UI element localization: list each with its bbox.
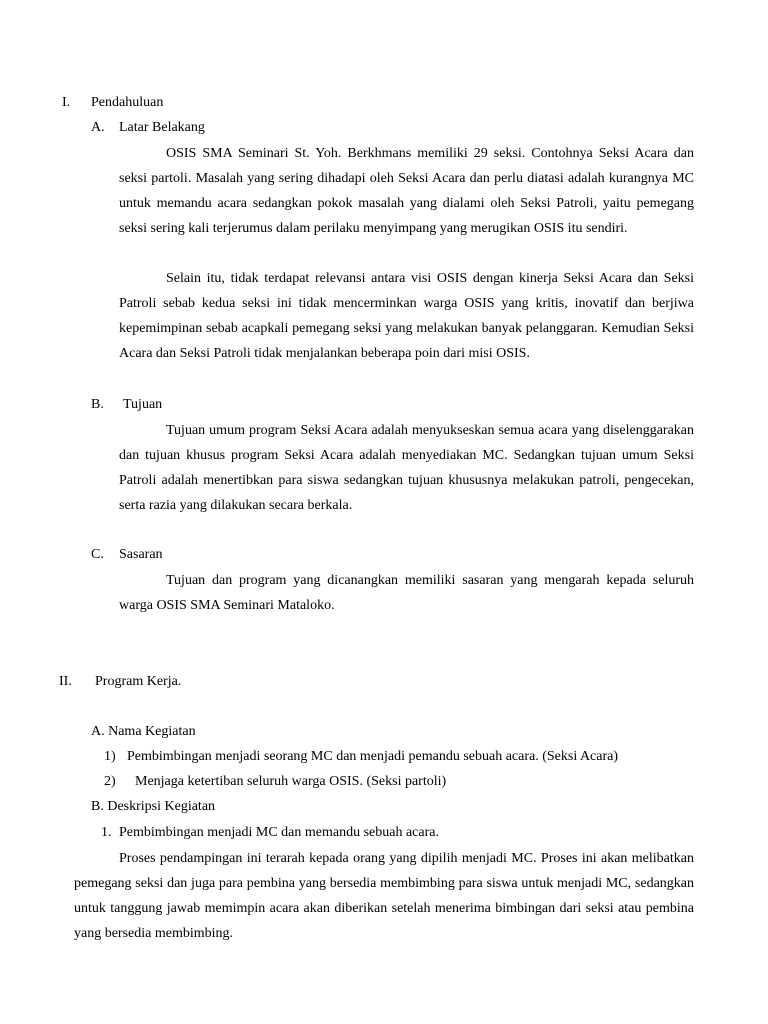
sasaran-paragraph: Tujuan dan program yang dicanangkan memiliki sasaran yang mengarah kepada seluruh warga OSIS SMA Seminari Mataloko. <box>119 573 694 613</box>
subsection-b-title: Tujuan <box>123 397 163 412</box>
deskripsi-kegiatan-heading: B. Deskripsi Kegiatan <box>91 799 216 814</box>
section-2-numeral: II. <box>59 674 72 689</box>
subsection-b-letter: B. <box>91 397 104 412</box>
section-2-title: Program Kerja. <box>95 674 182 689</box>
nama-kegiatan-heading: A. Nama Kegiatan <box>91 724 196 739</box>
subsection-c-letter: C. <box>91 547 104 562</box>
section-1-numeral: I. <box>62 95 71 110</box>
section-1-title: Pendahuluan <box>91 95 164 110</box>
tujuan-paragraph: Tujuan umum program Seksi Acara adalah menyukseskan semua acara yang diselenggarakan dan tujuan khusus program Seksi Acara adalah menyediakan MC. Sedangkan tujuan umum Seksi Patroli adalah menertibkan para siswa sedangkan tujuan khususnya melakukan patroli, pengecekan, serta razia yang dilakukan secara berkala. <box>119 423 694 513</box>
kegiatan-item-2-number: 2) <box>104 774 116 789</box>
subsection-a-letter: A. <box>91 120 105 135</box>
deskripsi-item-1-number: 1. <box>101 825 112 840</box>
latar-belakang-paragraph-2: Selain itu, tidak terdapat relevansi antara visi OSIS dengan kinerja Seksi Acara dan Seksi Patroli sebab kedua seksi ini tidak mencerminkan warga OSIS yang kritis, inovatif dan berjiwa kepemimpinan sebab acapkali pemegang seksi yang melakukan banyak pelanggaran. Kemudian Seksi Acara dan Seksi Patroli tidak menjalankan beberapa poin dari misi OSIS. <box>119 271 694 361</box>
kegiatan-item-1-text: Pembimbingan menjadi seorang MC dan menjadi pemandu sebuah acara. (Seksi Acara) <box>127 749 619 764</box>
kegiatan-item-2-text: Menjaga ketertiban seluruh warga OSIS. (Seksi partoli) <box>135 774 447 789</box>
subsection-c-title: Sasaran <box>119 547 163 562</box>
latar-belakang-paragraph-1: OSIS SMA Seminari St. Yoh. Berkhmans memiliki 29 seksi. Contohnya Seksi Acara dan seksi partoli. Masalah yang sering dihadapi oleh Seksi Acara dan perlu diatasi adalah kurangnya MC untuk memandu acara sedangkan pokok masalah yang dialami oleh Seksi Patroli, yaitu pemegang seksi sering kali terjerumus dalam perilaku menyimpang yang merugikan OSIS itu sendiri. <box>119 146 694 236</box>
deskripsi-item-1-text: Pembimbingan menjadi MC dan memandu sebuah acara. <box>119 825 439 840</box>
deskripsi-paragraph: Proses pendampingan ini terarah kepada orang yang dipilih menjadi MC. Proses ini akan melibatkan pemegang seksi dan juga para pembina yang bersedia membimbing para siswa untuk menjadi MC, sedangkan untuk tanggung jawab memimpin acara akan diberikan setelah menerima bimbingan dari seksi atau pembina yang bersedia membimbing. <box>74 851 694 941</box>
kegiatan-item-1-number: 1) <box>104 749 116 764</box>
subsection-a-title: Latar Belakang <box>119 120 205 135</box>
